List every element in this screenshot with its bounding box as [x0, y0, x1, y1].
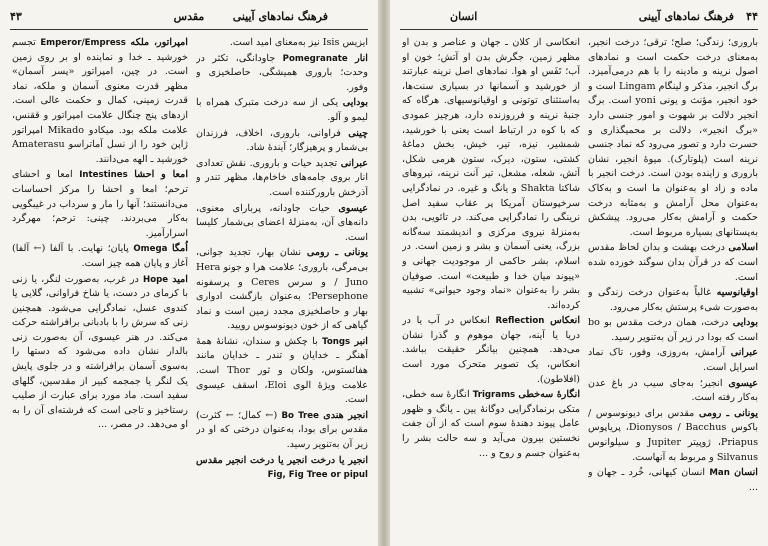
dictionary-entry: [196, 157, 368, 201]
entry-body: انجیر؛ به‌جای سیب در باغ عدن به‌کار رفته است.: [588, 377, 758, 404]
entry-body: تجسم خورشید ـ خدا و نماینده او بر روی زمین است. در چین، امپراتور «پسر آسمان» مظهر قدرت معنوی آسمان و ملکه، نماد قدرت زمینی، کمال و حکمت عالی است. ازدهای پنج چنگال علامت امپراتور و ققنس، علامت ملکه بود. میکادو Mikado امپراتور ژاپن خود را از نسل آماتراسو Amaterasu خورشید ـ الهه می‌دانند.: [12, 37, 188, 165]
dictionary-entry: [402, 314, 580, 387]
entry-body: باروری؛ زندگی؛ صلح؛ ترقی؛ درخت انجیر، به‌معنای درخت حکمت است و نمادهای اصول نرینه و مادینه را با هم درمی‌آمیزد. برگ انجیر، مذکر و لینگام Lingam است و خود انجیر، مؤنث و یونی yoni است. برگ انجیر دلالت بر شهوت و امور جنسی دارد «برگ انجیر»، دلالت بر محمیگذاری و حسرت دارد و تصور می‌رود که نماد جنسی نرینه است (پلوتارک). میوهٔ انجیر، نشان باروری و زاینده بودن است. درخت انجیر با ماده و زاد او به‌عنوان ما است و به‌کاک به‌عنوان محل آرامش و به‌مثابه درخت حکمت و آرامش به‌کار می‌رود. پیشکش به‌پستانهای بسیاره مربوط است.: [588, 37, 758, 238]
page-header: [10, 10, 368, 28]
entry-term: انعکاس: [550, 315, 580, 327]
dictionary-entry: [588, 377, 758, 406]
entry-term: اُمگا: [171, 243, 188, 255]
dictionary-entry: [588, 36, 758, 240]
dictionary-entry: [196, 409, 368, 453]
entry-latin-term: Emperor/Empress: [40, 38, 126, 48]
entry-body: یکی از سه درخت متبرک همراه با لیمو و آلو.: [196, 97, 368, 123]
entry-latin-term: Trigrams: [472, 390, 516, 401]
dictionary-entry: [196, 454, 368, 483]
entry-term: یونانی ـ رومی: [306, 247, 368, 259]
entry-body: انگارهٔ سه خطی، متکی برنمادگرایی دوگانهٔ یین ـ یانگ و ظهور عامل پیوند دهندهٔ سوم است که از آن جفت نخستین بیرون می‌آید و سه حالت بشر را به‌عنوان جسم و روح و ...: [402, 389, 580, 459]
dictionary-entry: [12, 242, 188, 271]
entry-term: عبرانی: [730, 347, 758, 359]
entry-term: عبرانی: [340, 157, 368, 169]
book-gutter: [378, 0, 390, 546]
text-column: [588, 36, 758, 542]
entry-term: امپراتور، ملکه: [130, 37, 188, 48]
entry-body: نشان بهار، تجدید جوانی، بی‌مرگی، باروری؛ علامت هرا و جونو Hera / Juno و سرس Ceres و پرسفونه Persephone؛ به‌عنوان بازگشت ادواری بهار و حاصلخیزی مجدد زمین است و نماد گیاهی که از خون دیونوسوس رویید.: [196, 247, 368, 332]
entry-term: بودایی: [732, 317, 758, 329]
entry-term: اسلامی: [728, 242, 758, 254]
entry-term: چینی: [348, 127, 368, 139]
entry-latin-term: Fig, Fig Tree or pipul: [267, 470, 368, 481]
entry-body: با چکش و سندان، نشانهٔ همهٔ آهنگر ـ خدایان و تندر ـ خدایان مانند هفائستوس، ولکان و ثور Thor است. علامت ویژهٔ الوی Eloi، اسقف عیسوی است.: [196, 335, 368, 406]
entry-term: انار: [355, 52, 368, 64]
dictionary-entry: [588, 466, 758, 495]
page-header: [400, 10, 758, 28]
entry-body: آرامش، به‌روزی، وفور، تاک نماد اسرایل است.: [588, 347, 758, 374]
section-title: انسان: [450, 10, 478, 23]
dictionary-entry: [402, 36, 580, 313]
entry-latin-term: Intestines: [79, 170, 128, 181]
entry-body: جاودانگی، تکثر در وحدت؛ باروری همیشگی، حاصلخیزی و وفور.: [196, 52, 368, 93]
dictionary-entry: [588, 346, 758, 375]
entry-body: (← کمال؛ ← کثرت) مقدس برای بودا، به‌عنوان درختی که او در زیر آن به‌تنویر رسید.: [196, 409, 368, 451]
entry-term: انبر: [354, 335, 368, 347]
dictionary-entry: [12, 273, 188, 434]
entry-term: انگارهٔ سه‌خطی: [518, 389, 580, 401]
entry-body: غالباً به‌عنوان درخت زندگی و به‌صورت شیء پرستش به‌کار می‌رود.: [588, 287, 758, 313]
entry-term: انجیر یا درخت انجیر یا درخت انجیر مقدس: [196, 454, 368, 466]
entry-body: در غرب، به‌صورت لنگر، یا زنی با کرمای در دست، یا شاخ فراوانی، گلایی یا کندوی عسل، نمادگرایی می‌شود. همچنین زنی که سرش را با بادبانی برافراشته حرکت می‌کند. در هنر عیسوی، آن به‌صورت زنی بالدار نشان داده می‌شود که دستها را به‌سوی آسمان برافراشته و در جلوی پایش یک لنگر یا جمجمه کبیر از مقدسین، گلهای سفید است. ماد مورد برای عبارت از صلیب رستاخیز و تاجی است که فرشته‌ای آن را به او می‌دهد. در مصر، ...: [12, 273, 188, 431]
section-title: مقدس: [173, 10, 205, 23]
entry-body: فراوانی، باروری، اخلاف، فرزندان بی‌شمار و پرهیزگار؛ آیندهٔ شاد.: [196, 127, 368, 154]
dictionary-entry: [12, 168, 188, 241]
entry-body: درخت، همان درخت مقدس بو bo است که بودا در زیر آن به‌تنویر رسید.: [588, 317, 758, 343]
text-column: [402, 36, 580, 542]
dictionary-entry: [588, 407, 758, 465]
entry-body: امعا و احشای ترحم؛ امعا و احشا را مرکز احساسات می‌دانستند؛ آنها را مار و سرداب در غیبگویی به‌کار می‌بردند. چینی: ترحم؛ مهرگرد اسرارآمیز.: [12, 169, 188, 239]
entry-body: انعکاس در آب یا در دریا یا آینه، جهان موهوم و گذرا نشان می‌دهد. همچنین بیانگر حقیقت بباشد. انعکاس، یک تصویر متحرک مورد است (افلاطون).: [402, 315, 580, 385]
entry-term: یونانی ـ رومی: [699, 407, 758, 419]
entry-latin-term: Hope: [143, 274, 169, 285]
entry-term: بودایی: [342, 97, 368, 109]
entry-latin-term: Man: [709, 468, 730, 479]
entry-latin-term: Reflection: [495, 316, 545, 327]
entry-body: حیات جاودانه، پربارای معنوی، دانه‌های آن، به‌منزلهٔ اعضای بی‌شمار کلیسا است.: [196, 202, 368, 243]
dictionary-entry: [402, 388, 580, 461]
book-title: فرهنگ نمادهای آیینی: [232, 10, 328, 23]
page-number: ۴۴: [746, 10, 758, 23]
dictionary-entry: [12, 36, 188, 167]
entry-body: مقدس برای دیونوسوس / باکوس Dionysos / Bacchus، پریاپوس Priapus، ژوپیتر Jupiter و سیلوانوس Silvanus و مربوط به آنهاست.: [588, 407, 758, 463]
entry-body: ایزیس Isis نیز به‌معنای امید است.: [229, 37, 368, 48]
dictionary-entry: [196, 202, 368, 246]
dictionary-entry: [196, 36, 368, 51]
book-title: فرهنگ نمادهای آیینی: [638, 10, 734, 23]
entry-body: انسان کیهانی، خُرد ـ جهان و ...: [588, 467, 758, 493]
dictionary-entry: [196, 335, 368, 408]
text-column: [12, 36, 188, 542]
entry-term: اوقیانوسیه: [716, 287, 758, 299]
entry-body: پایان؛ نهایت. با آلفا (← آلفا) آغاز و پایان همه چیز است.: [12, 243, 188, 269]
entry-body: تجدید حیات و باروری. نقش تعدادی انار بروی جامه‌های خاخام‌ها، مظهر تندر و آذرخش بارورکننده است.: [196, 157, 368, 198]
dictionary-entry: [196, 127, 368, 156]
dictionary-entry: [588, 316, 758, 345]
entry-latin-term: Tongs: [322, 336, 351, 347]
entry-term: امعا و احشا: [134, 169, 188, 181]
right-page: [390, 0, 768, 546]
header-rule: [400, 29, 758, 30]
entry-term: عیسوی: [728, 377, 758, 389]
dictionary-entry: [196, 246, 368, 334]
dictionary-entry: [588, 286, 758, 315]
entry-latin-term: Omega: [133, 244, 168, 255]
dictionary-entry: [588, 241, 758, 285]
entry-term: امید: [172, 273, 188, 285]
entry-term: انجیر هندی: [323, 409, 368, 421]
dictionary-entry: [196, 96, 368, 125]
left-page: [0, 0, 378, 546]
dictionary-entry: [196, 52, 368, 96]
page-number: ۴۳: [10, 10, 22, 23]
text-column: [196, 36, 368, 542]
entry-term: عیسوی: [338, 202, 368, 214]
header-rule: [10, 29, 368, 30]
entry-body: انعکاسی از کلان ـ جهان و عناصر و بدن او مظهر زمین، جگرش بدن او آتش؛ خون او آب؛ تَفَس او هوا. نمادهای اصل نرینه عبارتند از خورشید و آسمانها در بسیاری سنت‌ها، به‌استثنای توتونی و اوقیانوسیهای. هرگاه که جنبهٔ نرینه و فرروزنده دارد، هرچیز عمودی که با کوه در ارتباط است یعنی با خورشید، شمشیر، نیزه، تیر، خیش، بخش دماغهٔ کشتی، ستون، دیرک، ستون هرمی شکل، آتش، شعله، مشعل، تیر آنت نرینه، نیروهای شاکتا Shakta و یانگ و غیره. در نمادگرایی سرخپوستان آمریکا پر عقاب سفید اصل نرینگی را نمادگرایی می‌کند. در تائویی، بدن به‌منزلهٔ نیروی مرکزی و اندیشمند سه‌گانه بزرگ، یعنی آسمان و بشر و زمین است. در اسلام، بشر حاکمی از موجودیت جهانی و «پیوند میان خدا و طبیعت» است. صوفیان بشر را به‌عنوان «نماد وجود حیوانی» تشبیه کرده‌اند.: [402, 37, 580, 311]
entry-term: انسان: [734, 467, 758, 479]
entry-latin-term: Bo Tree: [281, 410, 319, 421]
entry-latin-term: Pomegranate: [282, 53, 348, 64]
entry-body: درخت بهشت و بدان لحاظ مقدس است که در قرآن بدان سوگند خورده شده است.: [588, 242, 758, 283]
